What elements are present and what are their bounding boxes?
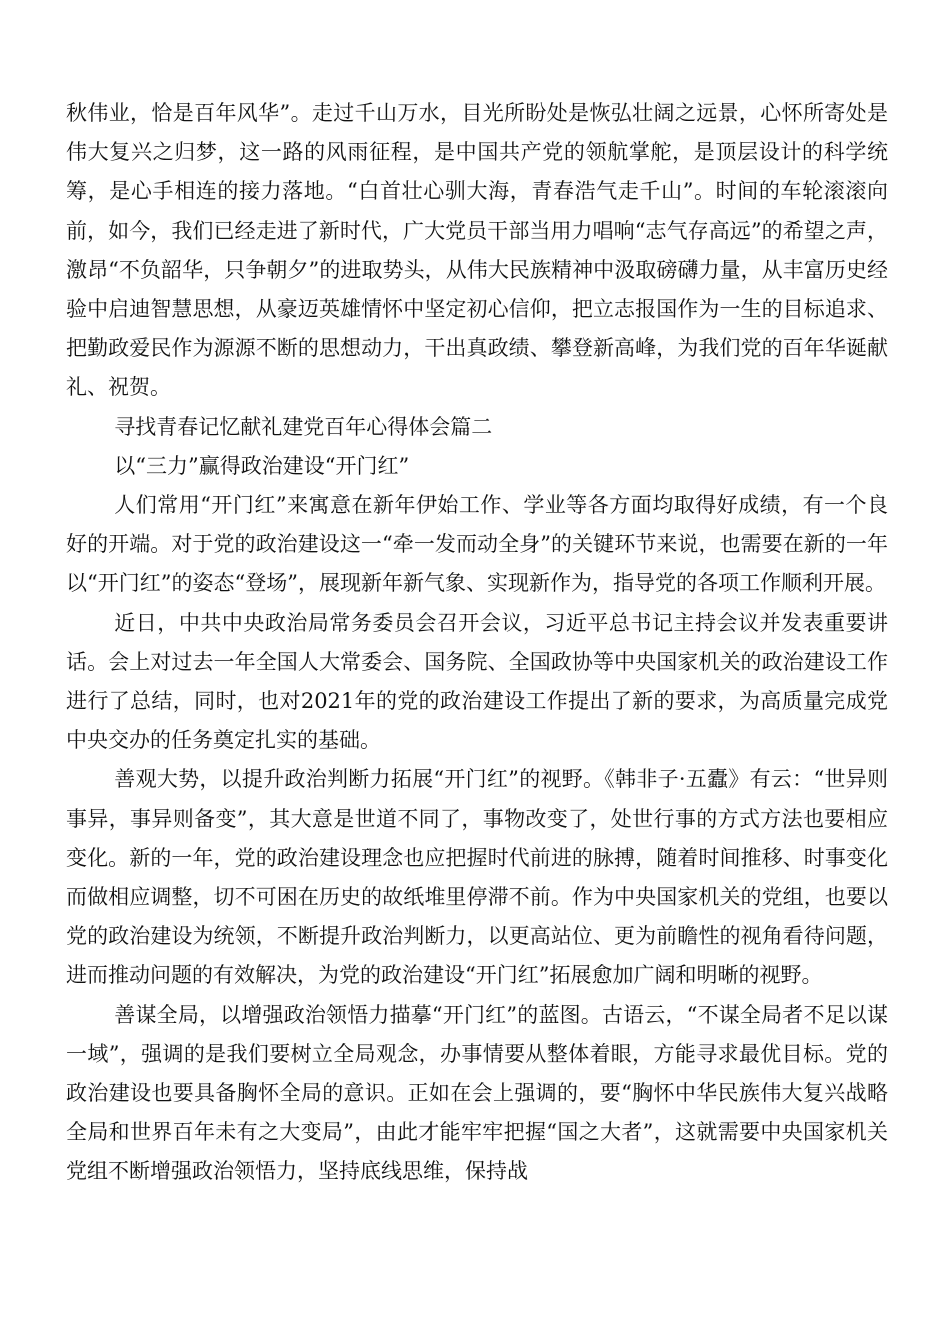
paragraph: 人们常用“开门红”来寓意在新年伊始工作、学业等各方面均取得好成绩，有一个良好的开端。对于党的政治建设这一“牵一发而动全身”的关键环节来说，也需要在新的一年以“开门红”的姿态“登场”，展现新年新气象、实现新作为，指导党的各项工作顺利开展。 (66, 493, 888, 596)
paragraph: 近日，中共中央政治局常务委员会召开会议，习近平总书记主持会议并发表重要讲话。会上对过去一年全国人大常委会、国务院、全国政协等中央国家机关的政治建设工作进行了总结，同时，也对2021年的党的政治建设工作提出了新的要求，为高质量完成党中央交办的任务奠定扎实的基础。 (66, 610, 888, 753)
paragraph: 善谋全局，以增强政治领悟力描摹“开门红”的蓝图。古语云，“不谋全局者不足以谋一域”，强调的是我们要树立全局观念，办事情要从整体着眼，方能寻求最优目标。党的政治建设也要具备胸怀全局的意识。正如在会上强调的，要“胸怀中华民族伟大复兴战略全局和世界百年未有之大变局”，由此才能牢牢把握“国之大者”，这就需要中央国家机关党组不断增强政治领悟力，坚持底线思维，保持战 (66, 1002, 888, 1184)
article-heading: 以“三力”赢得政治建设“开门红” (114, 453, 410, 478)
section-title: 寻找青春记忆献礼建党百年心得体会篇二 (114, 414, 493, 439)
document-body (66, 94, 888, 1192)
paragraph-continued: 秋伟业，恰是百年风华”。走过千山万水，目光所盼处是恢弘壮阔之远景，心怀所寄处是伟大复兴之归梦，这一路的风雨征程，是中国共产党的领航掌舵，是顶层设计的科学统筹，是心手相连的接力落地。“白首壮心驯大海，青春浩气走千山”。时间的车轮滚滚向前，如今，我们已经走进了新时代，广大党员干部当用力唱响“志气存高远”的希望之声，激昂“不负韶华，只争朝夕”的进取势头，从伟大民族精神中汲取磅礴力量，从丰富历史经验中启迪智慧思想，从豪迈英雄情怀中坚定初心信仰，把立志报国作为一生的目标追求、把勤政爱民作为源源不断的思想动力，干出真政绩、攀登新高峰，为我们党的百年华诞献礼、祝贺。 (66, 101, 888, 400)
paragraph: 善观大势，以提升政治判断力拓展“开门红”的视野。《韩非子·五蠹》有云：“世异则事异，事异则备变”，其大意是世道不同了，事物改变了，处世行事的方式方法也要相应变化。新的一年，党的政治建设理念也应把握时代前进的脉搏，随着时间推移、时事变化而做相应调整，切不可困在历史的故纸堆里停滞不前。作为中央国家机关的党组，也要以党的政治建设为统领，不断提升政治判断力，以更高站位、更为前瞻性的视角看待问题，进而推动问题的有效解决，为党的政治建设“开门红”拓展愈加广阔和明晰的视野。 (66, 767, 888, 988)
